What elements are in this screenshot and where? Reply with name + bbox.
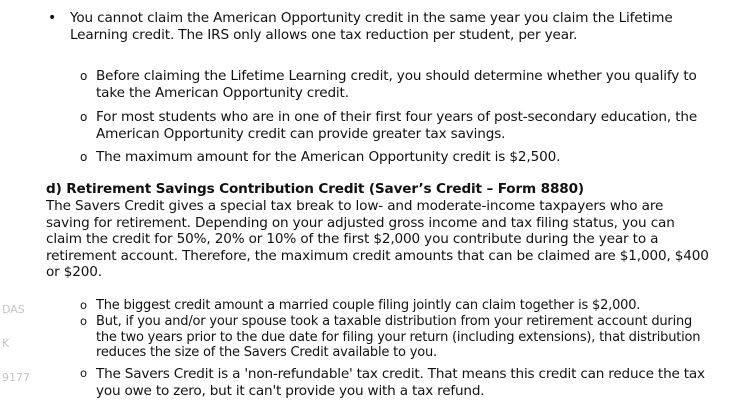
watermark-line: K — [2, 337, 10, 350]
watermark-line: DAS — [2, 303, 25, 316]
sub-bullet-text: But, if you and/or your spouse took a taxable distribution from your retirement account during the two years prior to the due date for filing your return (including extensions), that distribution reduces the size of the Savers Credit available to you. — [96, 314, 701, 361]
sub-bullet-text: The Savers Credit is a 'non-refundable' tax credit. That means this credit can reduce the tax you owe to zero, but it can't provide you with a tax refund. — [96, 366, 705, 399]
main-bullet-text: You cannot claim the American Opportunity credit in the same year you claim the Lifetime Learning credit. The IRS only allows one tax reduction per student, per year. — [70, 10, 673, 43]
sub-bullet-text: For most students who are in one of their first four years of post-secondary education, the American Opportunity credit can provide greater tax savings. — [96, 109, 698, 142]
sub-bullet-text: The biggest credit amount a married couple filing jointly can claim together is $2,000. — [96, 298, 641, 313]
sub-bullet-text: The maximum amount for the American Opportunity credit is $2,500. — [96, 149, 561, 165]
sub-bullet-marker: o — [80, 150, 88, 164]
bullet-dot: • — [48, 10, 57, 26]
sub-bullet — [80, 366, 710, 399]
sub-bullet-marker: o — [80, 314, 87, 328]
sub-bullet — [80, 314, 710, 361]
sub-bullet-text: Before claiming the Lifetime Learning credit, you should determine whether you qualify to take the American Opportunity credit. — [96, 68, 697, 101]
sub-bullet — [80, 109, 720, 142]
watermark-line: 9177 — [2, 371, 30, 384]
sub-bullet-marker: o — [80, 69, 88, 83]
sub-bullet-marker: o — [80, 298, 87, 312]
sub-bullet-marker: o — [80, 110, 88, 124]
section-paragraph: The Savers Credit gives a special tax break to low- and moderate-income taxpayers who are saving for retirement. Depending on your adjusted gross income and tax filing status, you can claim the credit for 50%, 20% or 10% of the first $2,000 you contribute during the year to a retirement account. Therefore, the maximum credit amounts that can be claimed are $1,000, $400 or $200. — [46, 198, 709, 281]
watermark — [2, 282, 30, 406]
sub-bullet — [80, 68, 720, 101]
sub-bullet — [80, 298, 710, 314]
sub-bullet — [80, 149, 720, 166]
section-heading: d) Retirement Savings Contribution Credit (Saver’s Credit – Form 8880) — [46, 181, 584, 197]
sub-bullet-marker: o — [80, 366, 87, 380]
